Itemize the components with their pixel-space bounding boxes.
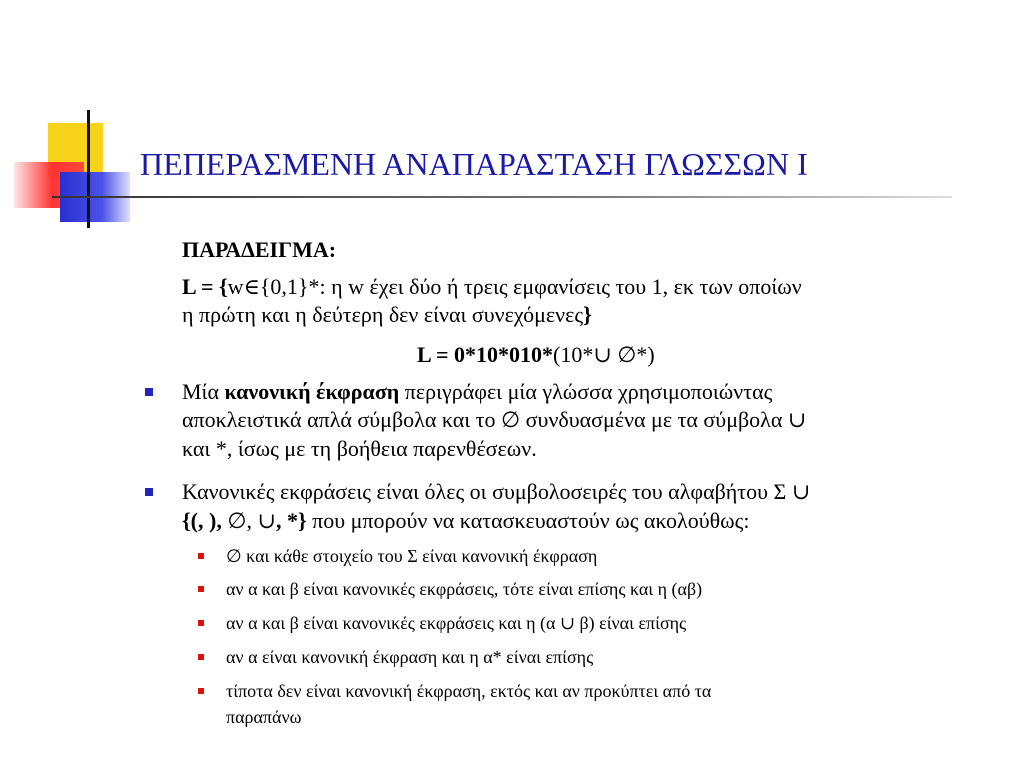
bullet-marker <box>145 388 153 396</box>
sub-bullet-3: αν α και β είναι κανονικές εκφράσεις και η (α ∪ β) είναι επίσης <box>226 613 687 633</box>
sub-bullet-1: ∅ και κάθε στοιχείο του Σ είναι κανονική έκφραση <box>226 546 598 566</box>
text-span: περιγράφει μία γλώσσα χρησιμοποιώντας <box>399 379 773 404</box>
language-definition-line-2 <box>182 301 592 328</box>
bullet-marker <box>145 488 153 496</box>
language-definition-line-1 <box>182 273 802 300</box>
sub-bullet-5-cont: παραπάνω <box>226 707 302 727</box>
lang-w: w <box>227 274 244 299</box>
slide-title: ΠΕΠΕΡΑΣΜΕΝΗ ΑΝΑΠΑΡΑΣΤΑΣΗ ΓΛΩΣΣΩΝ Ι <box>140 146 808 182</box>
example-label: ΠΑΡΑΔΕΙΓΜΑ: <box>182 237 337 262</box>
sub-bullet-4: αν α είναι κανονική έκφραση και η α* είναι επίσης <box>226 647 594 667</box>
bullet-2-line-2 <box>182 507 749 534</box>
sub-bullet-marker <box>198 688 204 694</box>
sub-bullet-marker <box>198 553 204 559</box>
bold-term: κανονική έκφραση <box>224 379 400 404</box>
text-span: Μία <box>182 379 225 404</box>
bold-symbols: {(, ), <box>182 508 228 533</box>
lang-lhs: L = { <box>182 274 228 299</box>
bullet-2-line-1: Κανονικές εκφράσεις είναι όλες οι συμβολοσειρές του αλφαβήτου Σ ∪ <box>182 479 811 504</box>
bullet-1-line-2: αποκλειστικά απλά σύμβολα και το ∅ συνδυασμένα με τα σύμβολα ∪ <box>182 407 807 432</box>
bullet-1-line-3: και *, ίσως με τη βοήθεια παρενθέσεων. <box>182 436 537 461</box>
text-span: ∅, ∪ <box>227 508 276 533</box>
sub-bullet-marker <box>198 654 204 660</box>
bullet-1-line-1 <box>182 378 772 405</box>
title-underline <box>52 196 952 198</box>
vertical-rule <box>87 110 90 228</box>
regular-expression <box>417 341 655 368</box>
bold-symbols: , *} <box>275 508 307 533</box>
lang-close: } <box>583 302 592 327</box>
expr-bold: L = 0*10*010* <box>417 342 553 367</box>
element-of-symbol: ∈ <box>243 274 260 299</box>
sub-bullet-5: τίποτα δεν είναι κανονική έκφραση, εκτός και αν προκύπτει από τα <box>226 681 712 701</box>
expr-normal: (10*∪ ∅*) <box>553 342 655 367</box>
sub-bullet-marker <box>198 586 204 592</box>
lang-line2: η πρώτη και η δεύτερη δεν είναι συνεχόμενες <box>182 302 584 327</box>
sub-bullet-2: αν α και β είναι κανονικές εκφράσεις, τότε είναι επίσης και η (αβ) <box>226 579 703 599</box>
sub-bullet-marker <box>198 620 204 626</box>
lang-rest: {0,1}*: η w έχει δύο ή τρεις εμφανίσεις του 1, εκ των οποίων <box>259 274 802 299</box>
text-span: που μπορούν να κατασκευαστούν ως ακολούθως: <box>306 508 750 533</box>
